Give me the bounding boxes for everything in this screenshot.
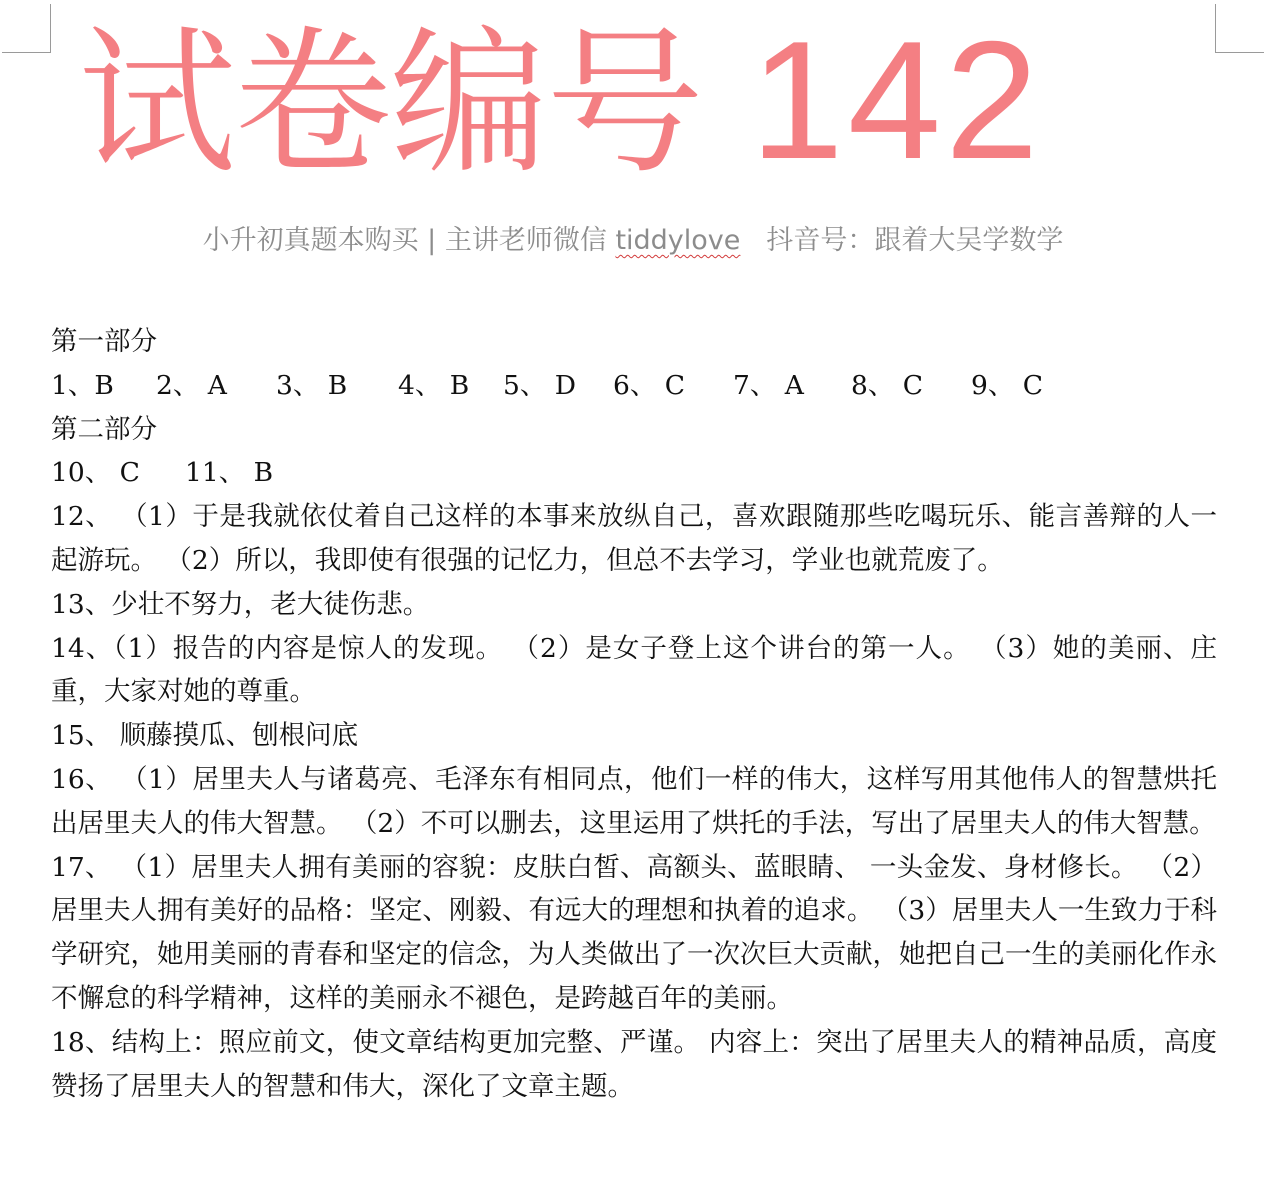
subtitle-contact-line [0, 218, 1266, 257]
answer-item: 7、 A [733, 369, 804, 401]
answer-item: 2、 A [156, 369, 227, 401]
answer-content [51, 320, 1217, 1108]
page-corner-mark-top-left [2, 4, 51, 53]
answer-item: 10、 C [51, 457, 140, 489]
answer-item: 9、 C [971, 369, 1044, 401]
subtitle-purchase-teacher: 小升初真题本购买 | 主讲老师微信 [202, 225, 616, 256]
answer-item: 3、 B [276, 369, 348, 401]
answer-q16: 16、 （1）居里夫人与诸葛亮、毛泽东有相同点，他们一样的伟大，这样写用其他伟人的智慧烘托出居里夫人的伟大智慧。 （2）不可以删去，这里运用了烘托的手法，写出了居里夫人的伟大智慧。 [51, 763, 1217, 839]
answer-item: 8、 C [851, 369, 924, 401]
subtitle-wechat-id: tiddylove [615, 225, 741, 256]
subtitle-douyin: 抖音号：跟着大吴学数学 [766, 225, 1064, 256]
answer-q12: 12、 （1）于是我就依仗着自己这样的本事来放纵自己，喜欢跟随那些吃喝玩乐、能言善辩的人一起游玩。 （2）所以，我即使有很强的记忆力，但总不去学习，学业也就荒废了。 [51, 501, 1217, 576]
answer-item: 11、 B [185, 457, 274, 489]
answer-q17: 17、 （1）居里夫人拥有美丽的容貌：皮肤白皙、高额头、蓝眼睛、 一头金发、身材修长。 （2）居里夫人拥有美好的品格：坚定、刚毅、有远大的理想和执着的追求。 （3）居里夫人一生致力于科学研究，她用美丽的青春和坚定的信念，为人类做出了一次次巨大贡献，她把自己一生的美丽化作永不懈怠的科学精神，这样的美丽永不褪色，是跨越百年的美丽。 [51, 851, 1217, 1014]
part2-heading: 第二部分 [51, 413, 157, 445]
part1-answers [51, 364, 1217, 408]
answer-item: 5、 D [503, 369, 577, 401]
exam-number-title [78, 0, 1228, 200]
part1-heading: 第一部分 [51, 326, 157, 357]
answer-q13: 13、少壮不努力，老大徒伤悲。 [51, 588, 430, 620]
exam-number-title-text: 试卷编号 [78, 12, 702, 196]
answer-q14: 14、（1）报告的内容是惊人的发现。 （2）是女子登上这个讲台的第一人。 （3）她的美丽、庄重，大家对她的尊重。 [51, 632, 1217, 708]
answer-item: 4、 B [398, 369, 470, 401]
answer-item: 6、 C [613, 369, 686, 401]
part2-answers [51, 451, 1217, 495]
exam-number: 142 [750, 6, 1043, 194]
answer-item: 1、B [51, 369, 114, 401]
answer-q18: 18、结构上：照应前文，使文章结构更加完整、严谨。 内容上：突出了居里夫人的精神品质，高度赞扬了居里夫人的智慧和伟大，深化了文章主题。 [51, 1026, 1217, 1102]
answer-q15: 15、 顺藤摸瓜、刨根问底 [51, 720, 359, 752]
